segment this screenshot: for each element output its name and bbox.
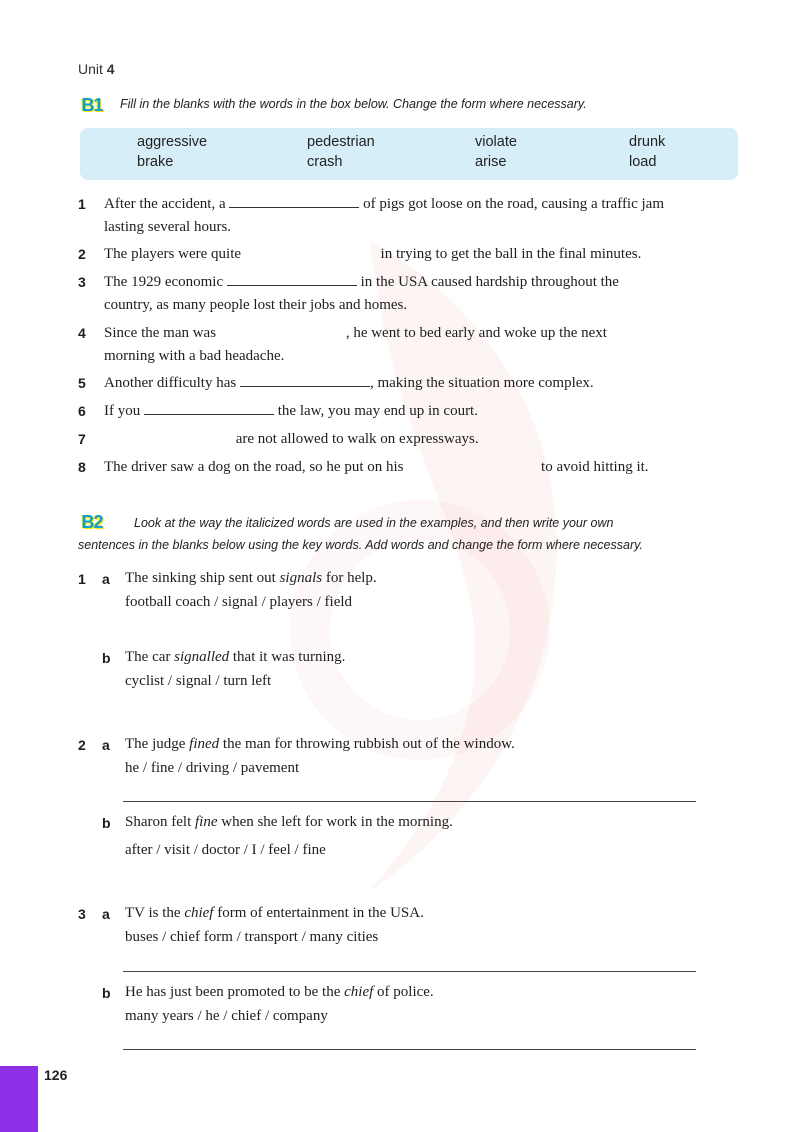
- b2-heading: [76, 511, 108, 533]
- answer-line[interactable]: [123, 801, 696, 802]
- b1-instruction: Fill in the blanks with the words in the box below. Change the form where necessary.: [120, 97, 587, 111]
- word-item: crash: [307, 154, 343, 170]
- b2-item-letter: b: [102, 985, 111, 1001]
- b2-example-sentence: He has just been promoted to be the chief of police.: [125, 984, 434, 1000]
- answer-blank[interactable]: [144, 400, 274, 415]
- unit-label: Unit 4: [78, 61, 115, 77]
- b2-item-number: 2: [78, 737, 86, 753]
- word-item: pedestrian: [307, 134, 375, 150]
- answer-blank[interactable]: [229, 193, 359, 208]
- b2-key-words: buses / chief form / transport / many cities: [125, 929, 379, 945]
- answer-blank[interactable]: [227, 271, 357, 286]
- b2-example-sentence: TV is the chief form of entertainment in the USA.: [125, 905, 424, 921]
- word-item: load: [629, 154, 657, 170]
- unit-number: 4: [106, 61, 115, 77]
- b2-key-words: he / fine / driving / pavement: [125, 760, 300, 776]
- b2-item-number: 3: [78, 906, 86, 922]
- b2-item-letter: b: [102, 650, 111, 666]
- b2-example-sentence: The judge fined the man for throwing rubbish out of the window.: [125, 736, 515, 752]
- b2-key-words: many years / he / chief / company: [125, 1008, 328, 1024]
- word-item: violate: [475, 134, 517, 150]
- word-box: [80, 128, 738, 180]
- b1-heading: [76, 94, 108, 116]
- b2-badge: B2: [81, 512, 103, 532]
- b2-item-letter: a: [102, 906, 110, 922]
- b2-example-sentence: The sinking ship sent out signals for help.: [125, 570, 377, 586]
- b2-item-letter: a: [102, 737, 110, 753]
- b2-item-letter: b: [102, 815, 111, 831]
- b2-key-words: after / visit / doctor / I / feel / fine: [125, 842, 326, 858]
- word-item: arise: [475, 154, 507, 170]
- b2-item-letter: a: [102, 571, 110, 587]
- b2-key-words: football coach / signal / players / field: [125, 594, 353, 610]
- word-item: brake: [137, 154, 174, 170]
- word-item: aggressive: [137, 134, 208, 150]
- b2-key-words: cyclist / signal / turn left: [125, 673, 272, 689]
- b2-instruction-line2: sentences in the blanks below using the key words. Add words and change the form where necessary.: [78, 538, 643, 552]
- b2-example-sentence: Sharon felt fine when she left for work in the morning.: [125, 814, 453, 830]
- word-item: drunk: [629, 134, 666, 150]
- page-tab: [0, 1066, 38, 1132]
- page-number: 126: [44, 1067, 68, 1083]
- b2-example-sentence: The car signalled that it was turning.: [125, 649, 346, 665]
- b2-instruction-line1: Look at the way the italicized words are used in the examples, and then write your own: [134, 516, 614, 530]
- b1-badge: B1: [81, 95, 103, 115]
- answer-line[interactable]: [123, 971, 696, 972]
- answer-line[interactable]: [123, 1049, 696, 1050]
- answer-blank[interactable]: [240, 372, 370, 387]
- b2-item-number: 1: [78, 571, 86, 587]
